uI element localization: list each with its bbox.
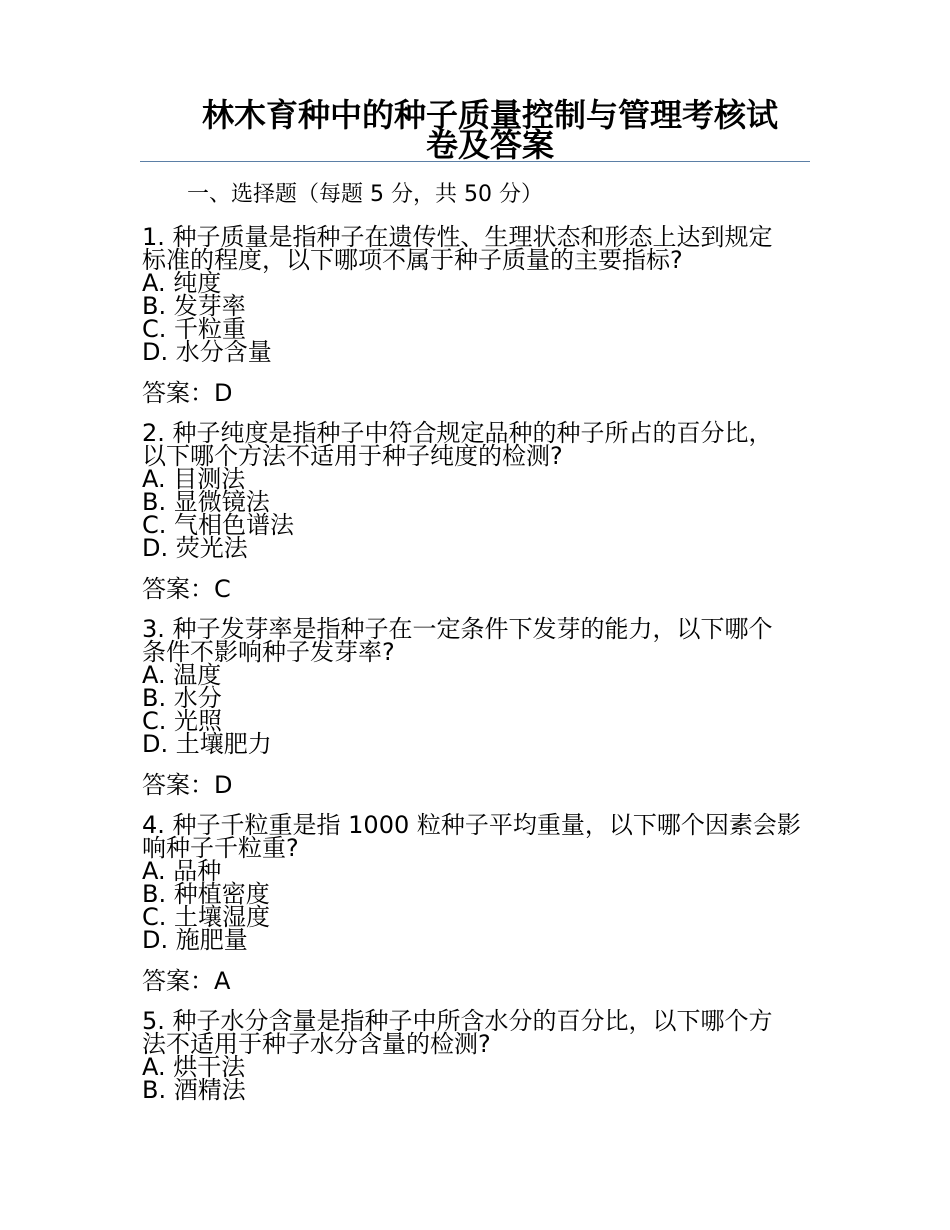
option-list [142, 661, 822, 758]
question-stem-line: 2. 种子纯度是指种子中符合规定品种的种子所占的百分比， [142, 419, 773, 447]
section-heading: 一、选择题（每题 5 分，共 50 分） [187, 182, 543, 207]
question-5 [142, 1007, 822, 1104]
option-a: A. 目测法 [142, 465, 246, 493]
option-d: D. 荧光法 [142, 534, 248, 562]
title-divider [140, 161, 810, 162]
option-a: A. 烘干法 [142, 1053, 246, 1081]
title-line-2: 卷及答案 [425, 126, 554, 164]
option-b: B. 水分 [142, 684, 222, 712]
question-1 [142, 223, 822, 407]
question-stem-line: 响种子千粒重? [142, 834, 299, 862]
option-list [142, 269, 822, 366]
option-d: D. 水分含量 [142, 338, 272, 366]
option-d: D. 土壤肥力 [142, 730, 272, 758]
question-stem-line: 条件不影响种子发芽率? [142, 638, 395, 666]
answer-text: 答案：D [142, 771, 233, 799]
option-d: D. 施肥量 [142, 926, 248, 954]
option-a: A. 纯度 [142, 269, 222, 297]
option-c: C. 千粒重 [142, 315, 247, 343]
option-b: B. 发芽率 [142, 292, 246, 320]
question-2 [142, 419, 822, 603]
question-stem-line: 标准的程度，以下哪项不属于种子质量的主要指标? [142, 246, 683, 274]
question-list [142, 223, 822, 1104]
title-line-1: 林木育种中的种子质量控制与管理考核试 [201, 96, 778, 134]
question-3 [142, 615, 822, 799]
question-stem-line: 以下哪个方法不适用于种子纯度的检测? [142, 442, 563, 470]
answer-text: 答案：D [142, 379, 233, 407]
question-stem-line: 法不适用于种子水分含量的检测? [142, 1030, 491, 1058]
option-a: A. 温度 [142, 661, 222, 689]
question-stem-line: 3. 种子发芽率是指种子在一定条件下发芽的能力，以下哪个 [142, 615, 773, 643]
option-list [142, 465, 822, 562]
option-c: C. 光照 [142, 707, 223, 735]
question-4 [142, 811, 822, 995]
option-c: C. 气相色谱法 [142, 511, 295, 539]
option-c: C. 土壤湿度 [142, 903, 271, 931]
question-stem-line: 5. 种子水分含量是指种子中所含水分的百分比，以下哪个方 [142, 1007, 773, 1035]
document-title [140, 96, 820, 164]
option-b: B. 显微镜法 [142, 488, 270, 516]
answer-text: 答案：C [142, 575, 231, 603]
question-stem-line: 1. 种子质量是指种子在遗传性、生理状态和形态上达到规定 [142, 223, 773, 251]
answer-text: 答案：A [142, 967, 231, 995]
option-b: B. 种植密度 [142, 880, 270, 908]
question-stem-line: 4. 种子千粒重是指 1000 粒种子平均重量，以下哪个因素会影 [142, 811, 801, 839]
option-b: B. 酒精法 [142, 1076, 246, 1104]
option-list [142, 1053, 822, 1104]
option-list [142, 857, 822, 954]
option-a: A. 品种 [142, 857, 222, 885]
